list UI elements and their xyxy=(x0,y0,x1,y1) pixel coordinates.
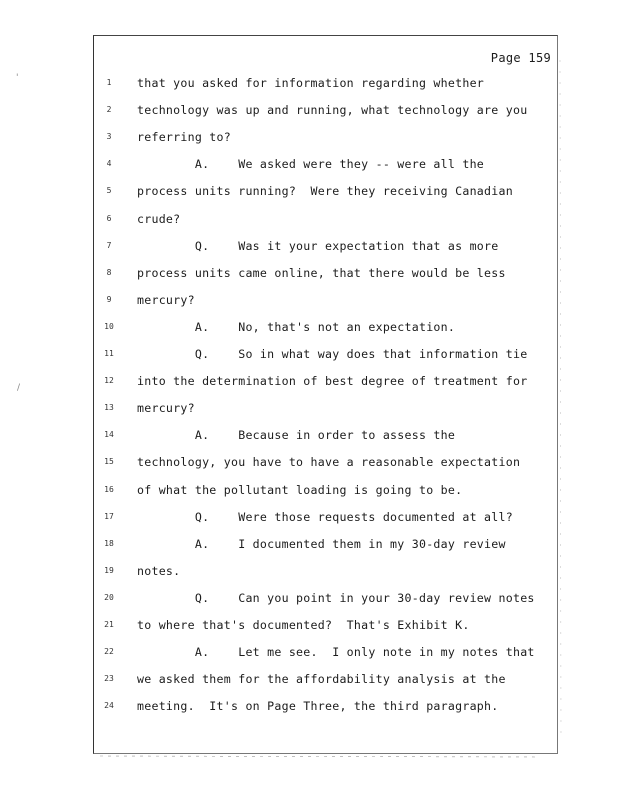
transcript-line: meeting. It's on Page Three, the third paragraph. xyxy=(137,699,499,714)
line-number: 12 xyxy=(104,376,114,386)
transcript-page xyxy=(93,35,558,754)
line-number: 8 xyxy=(106,267,112,277)
line-number: 17 xyxy=(104,511,114,521)
line-number: 22 xyxy=(104,647,114,657)
transcript-line: mercury? xyxy=(137,401,195,416)
transcript-line: referring to? xyxy=(137,130,231,145)
transcript-line: process units came online, that there would be less xyxy=(137,265,506,280)
line-number: 6 xyxy=(106,213,112,223)
line-number: 7 xyxy=(106,240,112,250)
transcript-line: crude? xyxy=(137,211,181,226)
transcript-line: Q. So in what way does that information tie xyxy=(137,347,528,361)
line-number: 5 xyxy=(106,186,112,196)
transcript-line: we asked them for the affordability analysis at the xyxy=(137,672,506,687)
line-number: 2 xyxy=(106,105,112,115)
transcript-line: technology, you have to have a reasonable expectation xyxy=(137,455,521,470)
transcript-line: Q. Was it your expectation that as more xyxy=(137,238,499,253)
margin-speck: / xyxy=(17,383,21,393)
line-number: 24 xyxy=(104,701,114,711)
line-number: 16 xyxy=(104,484,114,494)
transcript-line: A. We asked were they -- were all the xyxy=(137,157,485,172)
line-number: 15 xyxy=(104,457,114,467)
line-number: 10 xyxy=(104,321,114,331)
transcript-line: process units running? Were they receiving Canadian xyxy=(137,184,513,199)
line-number: 14 xyxy=(104,430,114,440)
transcript-line: Q. Can you point in your 30-day review notes xyxy=(137,590,535,605)
transcript-line: Q. Were those requests documented at all? xyxy=(137,509,513,524)
line-number: 3 xyxy=(106,132,112,142)
transcript-line: A. I documented them in my 30-day review xyxy=(137,536,506,551)
transcript-line: mercury? xyxy=(137,292,195,307)
line-number: 11 xyxy=(104,349,114,358)
line-number: 20 xyxy=(104,592,114,602)
line-number: 1 xyxy=(106,78,112,87)
margin-speck: ' xyxy=(16,73,19,83)
line-number: 18 xyxy=(104,538,114,548)
transcript-line: that you asked for information regarding whether xyxy=(137,76,485,90)
transcript-line: A. Because in order to assess the xyxy=(137,428,456,443)
line-number: 21 xyxy=(104,620,114,629)
transcript-line: of what the pollutant loading is going to be. xyxy=(137,482,463,497)
line-number: 9 xyxy=(106,294,112,304)
line-number: 19 xyxy=(104,565,114,575)
line-number: 13 xyxy=(104,403,114,413)
transcript-line: notes. xyxy=(137,563,181,578)
transcript-line: A. No, that's not an expectation. xyxy=(137,319,456,334)
page-number: Page 159 xyxy=(490,51,551,65)
transcript-line: into the determination of best degree of treatment for xyxy=(137,374,528,389)
line-number: 23 xyxy=(104,674,114,684)
line-number: 4 xyxy=(106,159,112,169)
transcript-line: to where that's documented? That's Exhibit K. xyxy=(137,618,470,632)
transcript-line: technology was up and running, what technology are you xyxy=(137,103,528,118)
transcript-line: A. Let me see. I only note in my notes that xyxy=(137,645,535,660)
